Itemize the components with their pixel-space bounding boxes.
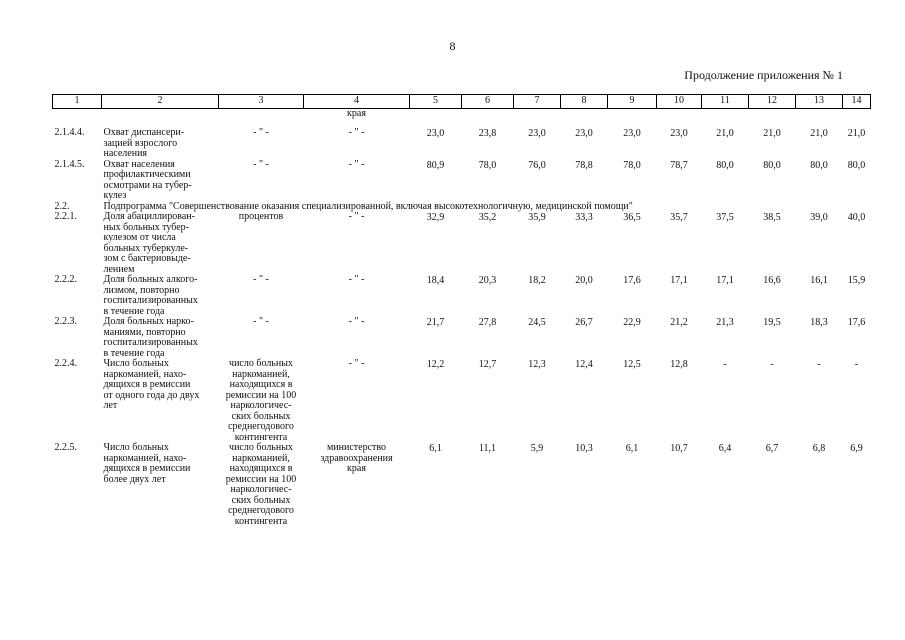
page-number: 8 (449, 39, 456, 53)
value-cell (843, 212, 871, 275)
value-cell (514, 128, 561, 160)
text-line: маниями, повторно (103, 326, 186, 338)
value-cell (843, 128, 871, 160)
text-line: лением (103, 263, 135, 275)
text-line: процентов (238, 211, 284, 222)
text-line: более двух лет (103, 473, 166, 485)
value-cell (796, 317, 843, 359)
text-line: ремиссии на 100 (225, 473, 297, 485)
text-line: - " - (348, 127, 365, 138)
value-text: - (770, 359, 774, 370)
value-text: 27,8 (478, 317, 497, 328)
value-cell (702, 317, 749, 359)
value-cell (514, 212, 561, 275)
table-row (53, 128, 871, 160)
value-text: 20,0 (575, 275, 593, 286)
header-cell: 11 (702, 95, 749, 109)
value-text: 23,0 (528, 128, 546, 139)
header-cell: 13 (796, 95, 843, 109)
value-text: 23,0 (575, 128, 593, 139)
value-cell (410, 212, 462, 275)
value-text: 18,4 (426, 275, 445, 286)
value-text: 17,6 (623, 275, 641, 286)
value-text: 12,4 (575, 359, 593, 370)
text-line: лизмом, повторно (103, 284, 180, 296)
column-number-header (53, 95, 871, 109)
value-cell (561, 212, 608, 275)
value-cell (561, 317, 608, 359)
value-cell (702, 443, 749, 527)
header-cell: 8 (561, 95, 608, 109)
value-text: 80,0 (716, 159, 734, 171)
value-text: 12,2 (426, 359, 445, 370)
text-line: госпитализированных (103, 295, 198, 306)
table-row (53, 275, 871, 317)
value-cell (843, 443, 871, 527)
text-line: - " - (253, 127, 269, 138)
text-line: здравоохранения (320, 452, 393, 464)
value-text: 18,3 (810, 317, 828, 328)
row-code: 2.1.4.4. (54, 127, 85, 138)
text-line: наркоманией, (232, 452, 290, 464)
value-cell (702, 160, 749, 202)
text-line: - " - (253, 316, 269, 327)
indicator-name (102, 212, 219, 275)
text-line: в течение года (103, 347, 165, 359)
value-text: 78,7 (670, 159, 688, 171)
text-line: - " - (348, 211, 365, 222)
row-code: 2.2.5. (54, 442, 77, 453)
value-cell (462, 160, 514, 202)
value-cell (749, 443, 796, 527)
value-text: 6,9 (850, 443, 863, 454)
value-cell (410, 275, 462, 317)
value-cell (749, 128, 796, 160)
text-line: ремиссии на 100 (225, 389, 297, 401)
text-line: наркоманией, нахо- (103, 368, 187, 380)
text-line: находящихся в (229, 463, 293, 474)
value-cell (796, 160, 843, 202)
text-line: число больных (229, 442, 293, 453)
unit-cell (219, 359, 304, 443)
value-text: 17,1 (670, 275, 688, 286)
value-text: 18,2 (528, 275, 546, 286)
header-cell: 12 (749, 95, 796, 109)
value-text: 80,0 (847, 159, 866, 171)
value-text: 80,9 (426, 159, 445, 171)
indicator-name (102, 275, 219, 317)
value-cell (410, 359, 462, 443)
value-text: 17,6 (847, 317, 866, 328)
text-line: Доля больных нарко- (103, 316, 194, 327)
header-cell: 1 (53, 95, 102, 109)
text-line: Охват диспансери- (103, 127, 185, 138)
source-cell (304, 359, 410, 443)
value-text: 35,7 (670, 212, 688, 223)
text-line: наркологичес- (230, 400, 292, 411)
header-cell: 9 (608, 95, 657, 109)
value-text: 15,9 (847, 275, 866, 286)
text-line: профилактическими (103, 169, 191, 180)
text-line: кулезом от числа (103, 232, 176, 243)
value-cell (462, 275, 514, 317)
indicator-name (102, 128, 219, 160)
value-cell (843, 317, 871, 359)
value-cell (796, 359, 843, 443)
value-cell (410, 128, 462, 160)
value-text: 40,0 (847, 212, 866, 223)
text-line: ских больных (231, 410, 291, 422)
value-text: 6,7 (765, 443, 779, 454)
value-text: 10,3 (575, 443, 593, 454)
value-cell (657, 275, 702, 317)
value-cell (749, 359, 796, 443)
value-cell (657, 443, 702, 527)
value-text: 23,0 (623, 128, 641, 139)
row-code: 2.2.3. (54, 316, 77, 327)
indicator-name (102, 443, 219, 527)
value-cell (608, 212, 657, 275)
value-text: 23,8 (478, 128, 497, 139)
value-cell (657, 317, 702, 359)
text-line: наркоманией, нахо- (103, 452, 187, 464)
text-line: число больных (229, 358, 293, 369)
text-line: лет (103, 400, 118, 411)
header-cell: 5 (410, 95, 462, 109)
value-text: 78,0 (478, 159, 497, 171)
text-line: Доля абациллирован- (103, 211, 195, 222)
value-cell (561, 160, 608, 202)
text-line: кулез (103, 190, 127, 201)
value-cell (608, 275, 657, 317)
value-cell (561, 128, 608, 160)
row-code: 2.2.1. (54, 211, 77, 222)
value-text: 6,4 (718, 443, 732, 454)
value-cell (608, 359, 657, 443)
value-cell (702, 275, 749, 317)
header-cell: 14 (843, 95, 871, 109)
value-cell (462, 443, 514, 527)
value-text: 35,2 (478, 212, 497, 223)
text-line: госпитализированных (103, 337, 198, 348)
source-cell (304, 212, 410, 275)
source-cell (304, 317, 410, 359)
source-cell (304, 160, 410, 202)
row-code: 2.2. (54, 200, 70, 212)
value-text: 80,0 (763, 159, 781, 171)
value-cell (749, 275, 796, 317)
text-line: - " - (348, 316, 365, 327)
text-line: населения (103, 148, 148, 159)
unit-cell (219, 443, 304, 527)
header-cell: 3 (219, 95, 304, 109)
row-code: 2.1.4.5. (54, 158, 85, 170)
value-text: 23,0 (670, 128, 688, 139)
source-cell (304, 443, 410, 527)
table-row (53, 443, 871, 527)
text-line: Число больных (103, 358, 169, 369)
value-cell (657, 160, 702, 202)
value-text: 21,3 (716, 317, 734, 328)
indicators-table (52, 94, 871, 527)
text-line: дящихся в ремиссии (103, 463, 191, 474)
value-cell (410, 317, 462, 359)
text-line: среднегодового (228, 505, 294, 516)
text-line: контингента (234, 515, 288, 527)
value-cell (561, 275, 608, 317)
value-cell (608, 160, 657, 202)
header-cell: 6 (462, 95, 514, 109)
value-text: 19,5 (763, 317, 781, 328)
unit-cell (219, 160, 304, 202)
value-text: 39,0 (810, 212, 828, 223)
value-cell (561, 443, 608, 527)
text-line: - " - (253, 274, 269, 285)
value-text: 78,0 (623, 159, 641, 171)
source-cell (304, 128, 410, 160)
value-text: 6,1 (625, 443, 639, 454)
value-cell (702, 359, 749, 443)
value-cell (462, 359, 514, 443)
text-line: зом с бактериовыде- (103, 253, 191, 264)
value-text: 12,8 (670, 359, 688, 370)
value-cell (462, 128, 514, 160)
value-text: - (817, 359, 821, 370)
value-cell (514, 317, 561, 359)
value-text: 12,5 (623, 359, 641, 370)
header-cell: 4 (304, 95, 410, 109)
value-text: 12,7 (478, 359, 497, 370)
value-text: 23,0 (426, 128, 445, 139)
value-text: 5,9 (530, 443, 544, 454)
value-text: 12,3 (528, 359, 546, 370)
value-text: - (723, 359, 727, 370)
value-text: 78,8 (575, 159, 593, 171)
text-line: от одного года до двух (103, 389, 200, 401)
text-line: осмотрами на тубер- (103, 179, 192, 191)
value-text: 36,5 (623, 212, 641, 223)
row-code: 2.2.4. (54, 358, 77, 369)
value-text: 80,0 (810, 159, 828, 171)
value-text: 32,9 (426, 212, 445, 223)
header-cell: 10 (657, 95, 702, 109)
text-line: среднегодового (228, 421, 294, 432)
indicator-name (102, 317, 219, 359)
value-cell (608, 128, 657, 160)
value-text: 11,1 (478, 443, 497, 454)
text-line: больных туберкуле- (103, 242, 189, 254)
unit-cell (219, 212, 304, 275)
text-line: находящихся в (229, 379, 293, 390)
value-text: 21,0 (847, 128, 866, 139)
value-cell (657, 212, 702, 275)
value-text: - (854, 359, 859, 370)
indicator-name (102, 359, 219, 443)
source-cell (304, 275, 410, 317)
value-cell (410, 443, 462, 527)
value-cell (843, 275, 871, 317)
text-line: Число больных (103, 442, 169, 453)
value-cell (749, 160, 796, 202)
value-text: 21,0 (716, 128, 734, 139)
text-line: ных больных тубер- (103, 221, 189, 233)
row-code: 2.2.2. (54, 274, 77, 285)
value-cell (702, 212, 749, 275)
value-text: 33,3 (575, 212, 593, 223)
text-line: - " - (348, 358, 365, 369)
value-text: 26,7 (575, 317, 593, 328)
value-cell (796, 212, 843, 275)
text-line: в течение года (103, 305, 165, 317)
subprogram-title: Подпрограмма "Совершенствование оказания специализированной, включая высокотехнологичную, медицинской помощи" (103, 200, 633, 212)
value-text: 37,5 (716, 212, 734, 223)
value-cell (514, 443, 561, 527)
value-text: 35,9 (528, 212, 546, 223)
continued-row (53, 109, 871, 129)
value-cell (843, 359, 871, 443)
unit-cell (219, 317, 304, 359)
value-cell (462, 212, 514, 275)
text-line: наркологичес- (230, 484, 292, 495)
value-cell (514, 160, 561, 202)
table-row (53, 317, 871, 359)
text-line: наркоманией, (232, 368, 290, 380)
continuation-label: Продолжение приложения № 1 (684, 68, 843, 82)
value-text: 10,7 (670, 443, 688, 454)
value-cell (608, 443, 657, 527)
text-line: Доля больных алкого- (103, 274, 198, 285)
value-cell (462, 317, 514, 359)
value-text: 17,1 (716, 275, 734, 286)
value-text: 76,0 (528, 159, 546, 171)
indicator-name (102, 160, 219, 202)
text-line: министерство (326, 442, 387, 453)
text-line: - " - (348, 274, 365, 285)
header-cell: 7 (514, 95, 561, 109)
value-text: 6,8 (812, 443, 826, 454)
value-cell (410, 160, 462, 202)
text-line: - " - (253, 158, 269, 170)
text-line: зацией взрослого (103, 137, 178, 149)
value-text: 24,5 (528, 317, 546, 328)
unit-cell (219, 128, 304, 160)
text-line: ских больных (231, 494, 291, 506)
value-text: 16,1 (810, 275, 828, 286)
text-line: края (347, 463, 366, 474)
value-text: 22,9 (623, 317, 641, 328)
value-text: 21,0 (810, 128, 828, 139)
text-line: - " - (348, 158, 365, 170)
header-cell: 2 (102, 95, 219, 109)
value-text: 21,0 (763, 128, 781, 139)
value-cell (657, 128, 702, 160)
value-cell (749, 317, 796, 359)
text-line: дящихся в ремиссии (103, 379, 191, 390)
unit-cell (219, 275, 304, 317)
value-cell (514, 275, 561, 317)
text-line: Охват населения (103, 158, 175, 170)
value-cell (796, 443, 843, 527)
value-cell (561, 359, 608, 443)
value-text: 21,2 (670, 317, 688, 328)
table-row (53, 212, 871, 275)
value-cell (608, 317, 657, 359)
value-cell (749, 212, 796, 275)
value-text: 16,6 (763, 275, 781, 286)
value-text: 20,3 (478, 275, 497, 286)
table-row (53, 359, 871, 443)
value-cell (796, 275, 843, 317)
table-row (53, 160, 871, 202)
continued-source-cell: края (347, 108, 366, 119)
value-cell (702, 128, 749, 160)
value-text: 38,5 (763, 212, 781, 223)
value-cell (657, 359, 702, 443)
value-cell (796, 128, 843, 160)
value-cell (514, 359, 561, 443)
value-text: 6,1 (429, 443, 442, 454)
value-text: 21,7 (426, 317, 445, 328)
text-line: контингента (234, 431, 288, 443)
value-cell (843, 160, 871, 202)
